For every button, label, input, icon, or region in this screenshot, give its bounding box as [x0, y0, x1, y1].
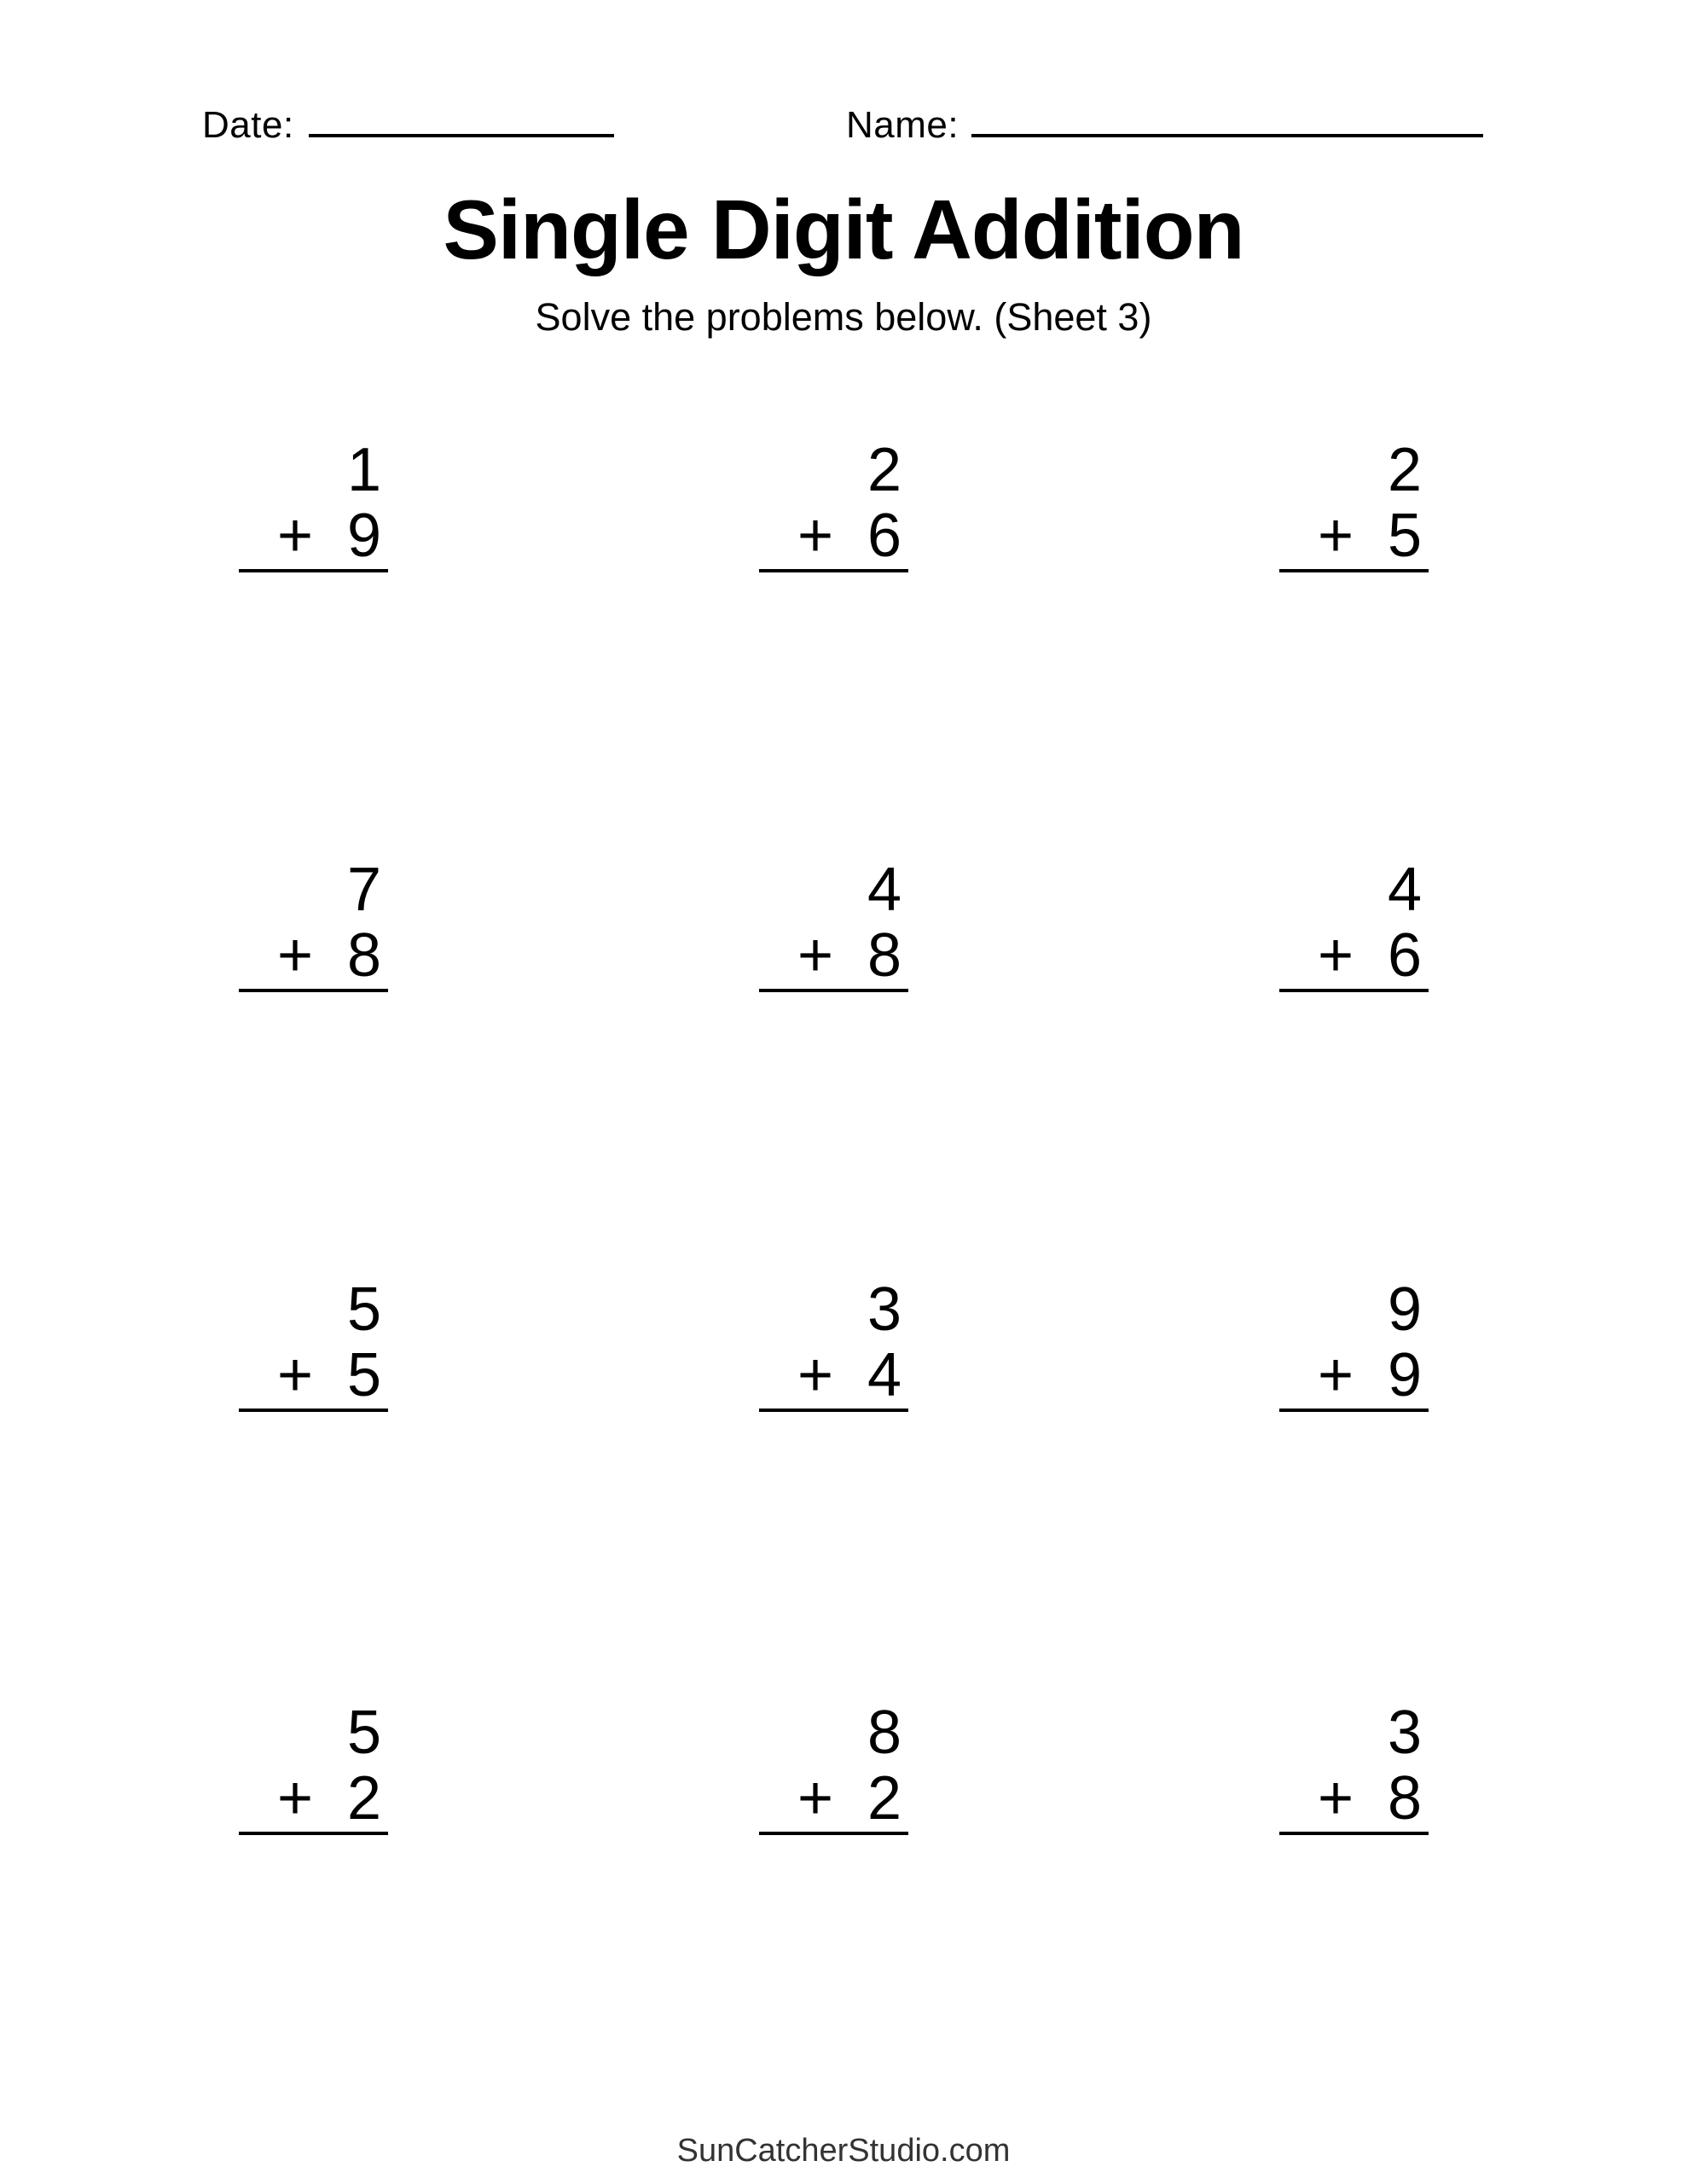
addend-number: 5: [346, 1341, 381, 1409]
bottom-operand-row: [759, 1343, 908, 1409]
addition-problem-4: [239, 857, 388, 992]
addition-problem-1: [239, 438, 388, 572]
addend-number: 6: [867, 502, 901, 570]
bottom-operand-row: [1279, 1343, 1429, 1409]
bottom-operand-row: [239, 1766, 388, 1832]
top-number: 3: [1387, 1699, 1422, 1767]
top-number: 2: [867, 436, 901, 504]
addend-number: 8: [867, 921, 901, 990]
bottom-operand-row: [759, 923, 908, 989]
date-label: Date:: [202, 104, 294, 146]
addend-number: 8: [346, 921, 381, 990]
addition-problem-10: [239, 1700, 388, 1835]
plus-operator: +: [1318, 1764, 1354, 1833]
plus-operator: +: [797, 1341, 834, 1409]
bottom-operand-row: [759, 1766, 908, 1832]
bottom-operand-row: [239, 503, 388, 569]
addend-number: 2: [346, 1764, 381, 1833]
top-number: 8: [867, 1699, 901, 1767]
top-number: 3: [867, 1275, 901, 1344]
page-title: Single Digit Addition: [443, 183, 1244, 276]
name-fill-in-line: [971, 134, 1483, 137]
plus-operator: +: [1318, 1341, 1354, 1409]
bottom-operand-row: [1279, 1766, 1429, 1832]
addition-problem-11: [759, 1700, 908, 1835]
addend-number: 9: [346, 502, 381, 570]
name-label: Name:: [846, 104, 959, 146]
top-number: 4: [1387, 856, 1422, 924]
addend-number: 6: [1387, 921, 1422, 990]
top-number: 1: [346, 436, 381, 504]
plus-operator: +: [277, 1764, 314, 1833]
date-fill-in-line: [309, 134, 614, 137]
top-number: 5: [346, 1699, 381, 1767]
plus-operator: +: [1318, 502, 1354, 570]
addend-number: 4: [867, 1341, 901, 1409]
top-number: 5: [346, 1275, 381, 1344]
plus-operator: +: [1318, 921, 1354, 990]
bottom-operand-row: [1279, 923, 1429, 989]
bottom-operand-row: [239, 1343, 388, 1409]
bottom-operand-row: [759, 503, 908, 569]
addition-problem-9: [1279, 1277, 1429, 1412]
addend-number: 5: [1387, 502, 1422, 570]
addition-problem-8: [759, 1277, 908, 1412]
top-number: 4: [867, 856, 901, 924]
top-number: 7: [346, 856, 381, 924]
addition-problem-3: [1279, 438, 1429, 572]
addition-problem-12: [1279, 1700, 1429, 1835]
plus-operator: +: [277, 921, 314, 990]
addition-problem-5: [759, 857, 908, 992]
site-credit: SunCatcherStudio.com: [676, 2133, 1011, 2169]
plus-operator: +: [277, 1341, 314, 1409]
top-number: 9: [1387, 1275, 1422, 1344]
plus-operator: +: [277, 502, 314, 570]
addend-number: 9: [1387, 1341, 1422, 1409]
bottom-operand-row: [239, 923, 388, 989]
plus-operator: +: [797, 1764, 834, 1833]
page-subtitle: Solve the problems below. (Sheet 3): [535, 295, 1152, 339]
plus-operator: +: [797, 921, 834, 990]
plus-operator: +: [797, 502, 834, 570]
bottom-operand-row: [1279, 503, 1429, 569]
top-number: 2: [1387, 436, 1422, 504]
addend-number: 2: [867, 1764, 901, 1833]
addend-number: 8: [1387, 1764, 1422, 1833]
addition-problem-2: [759, 438, 908, 572]
addition-problem-6: [1279, 857, 1429, 992]
addition-problem-7: [239, 1277, 388, 1412]
